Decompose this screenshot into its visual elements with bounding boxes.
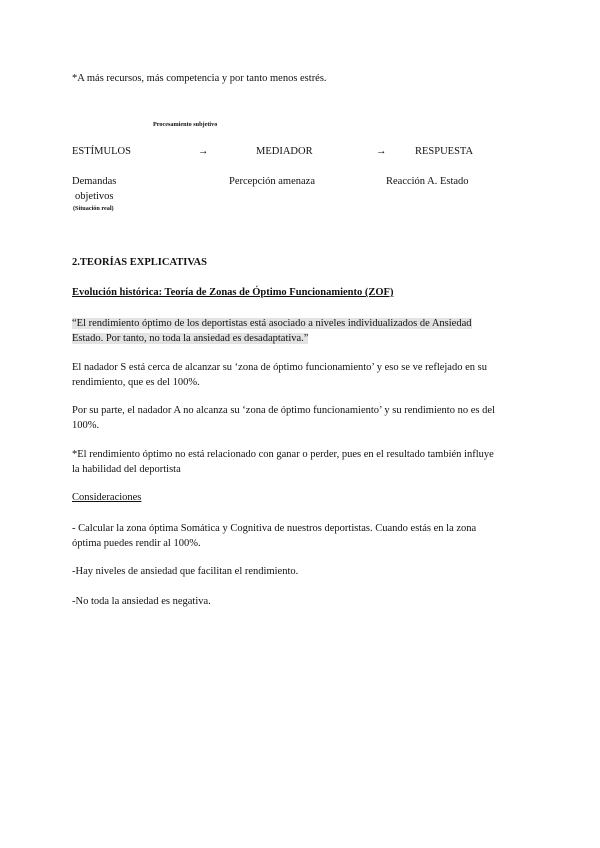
diagram-caption: Procesamiento subjetivo bbox=[153, 121, 218, 128]
paragraph-line: rendimiento, que es del 100%. bbox=[72, 377, 200, 388]
performance-note bbox=[72, 447, 532, 477]
diagram-demands: Demandas bbox=[72, 176, 117, 187]
arrow-icon: → bbox=[376, 146, 387, 157]
highlighted-quote bbox=[72, 316, 532, 346]
quote-line: “El rendimiento óptimo de los deportistas está asociado a niveles individualizados de Ansiedad bbox=[72, 318, 472, 329]
consideration-item-2: -Hay niveles de ansiedad que facilitan el rendimiento. bbox=[72, 566, 299, 577]
section-subheading: Evolución histórica: Teoría de Zonas de Óptimo Funcionamiento (ZOF) bbox=[72, 287, 394, 298]
quote-line: Estado. Por tanto, no toda la ansiedad es desadaptativa.” bbox=[72, 333, 309, 344]
paragraph-line: Por su parte, el nadador A no alcanza su ‘zona de óptimo funcionamiento’ y su rendimiento no es del bbox=[72, 405, 495, 416]
section-heading: 2.TEORÍAS EXPLICATIVAS bbox=[72, 257, 207, 268]
paragraph-swimmer-s bbox=[72, 360, 532, 390]
paragraph-line: El nadador S está cerca de alcanzar su ‘zona de óptimo funcionamiento’ y eso se ve reflejado en su bbox=[72, 362, 487, 373]
paragraph-line: - Calcular la zona óptima Somática y Cognitiva de nuestros deportistas. Cuando estás en la zona bbox=[72, 523, 477, 534]
paragraph-line: óptima puedes rendir al 100%. bbox=[72, 538, 201, 549]
consideration-item-1 bbox=[72, 521, 532, 551]
considerations-heading: Consideraciones bbox=[72, 492, 142, 503]
intro-note: *A más recursos, más competencia y por tanto menos estrés. bbox=[72, 73, 327, 84]
consideration-item-3: -No toda la ansiedad es negativa. bbox=[72, 596, 211, 607]
diagram-demands-note: (Situación real) bbox=[73, 205, 114, 212]
diagram-perception: Percepción amenaza bbox=[229, 176, 315, 187]
arrow-icon: → bbox=[198, 146, 209, 157]
diagram-stimulus: ESTÍMULOS bbox=[72, 146, 131, 157]
diagram-mediator: MEDIADOR bbox=[256, 146, 313, 157]
paragraph-swimmer-a bbox=[72, 403, 532, 433]
diagram-response: RESPUESTA bbox=[415, 146, 474, 157]
diagram-reaction: Reacción A. Estado bbox=[386, 176, 469, 187]
paragraph-line: *El rendimiento óptimo no está relacionado con ganar o perder, pues en el resultado también influye bbox=[72, 449, 494, 460]
diagram-demands-objective: objetivos bbox=[75, 191, 114, 202]
paragraph-line: la habilidad del deportista bbox=[72, 464, 181, 475]
paragraph-line: 100%. bbox=[72, 420, 100, 431]
